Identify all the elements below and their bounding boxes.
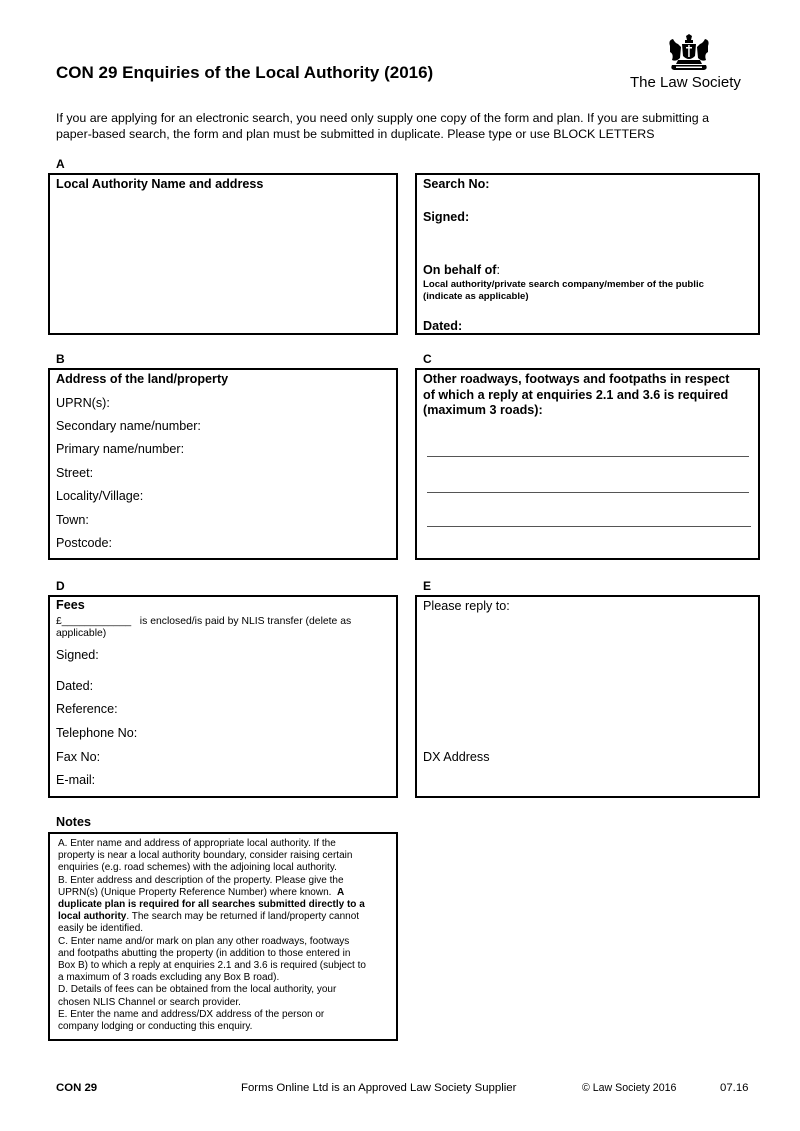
other-roadways-heading: Other roadways, footways and footpaths in respect of which a reply at enquiries 2.1 and 3.6 is required (maximum 3 roads): [423, 372, 730, 417]
intro-line: If you are applying for an electronic search, you need only supply one copy of the form and plan. If you are submitting a [56, 111, 709, 125]
search-details-box[interactable] [415, 173, 760, 335]
postcode-label: Postcode: [56, 536, 113, 550]
section-e-letter: E [423, 579, 432, 593]
secondary-name-label: Secondary name/number: [56, 419, 201, 433]
page-title: CON 29 Enquiries of the Local Authority (2016) [56, 63, 434, 82]
section-d-letter: D [56, 579, 65, 593]
road-line-1[interactable] [427, 456, 749, 457]
footer-form-code: CON 29 [56, 1082, 98, 1094]
on-behalf-of-label: On behalf of: [423, 263, 500, 277]
fees-dated-label: Dated: [56, 679, 94, 693]
section-c-letter: C [423, 352, 432, 366]
road-line-3[interactable] [427, 526, 751, 527]
primary-name-label: Primary name/number: [56, 442, 185, 456]
crest-icon [664, 34, 714, 72]
intro-line: paper-based search, the form and plan must be submitted in duplicate. Please type or use BLOCK LETTERS [56, 127, 655, 141]
footer-supplier: Forms Online Ltd is an Approved Law Society Supplier [241, 1082, 517, 1094]
fee-amount-text: £____________ is enclosed/is paid by NLIS transfer (delete as [56, 616, 352, 627]
footer-version: 07.16 [720, 1082, 749, 1094]
local-authority-box[interactable] [48, 173, 398, 335]
notes-text: A. Enter name and address of appropriate local authority. If the property is near a local authority boundary, consider raising certain enquiries (e.g. road schemes) with the adjoining local authority. B. Enter address and description of the property. Please give the UPRN(s) (Unique Property Reference Number) where known. A duplicate plan is required for all searches submitted directly to a local authority. The search may be returned if land/property cannot easily be identified. C. Enter name and/or mark on plan any other roadways, footways and footpaths abutting the property (in addition to those entered in Box B) to which a reply at enquiries 2.1 and 3.6 is required (subject to a maximum of 3 roads excluding any Box B road). D. Details of fees can be obtained from the local authority, your chosen NLIS Channel or search provider. E. Enter the name and address/DX address of the person or company lodging or conducting this enquiry. [58, 838, 366, 1033]
dated-label: Dated: [423, 319, 463, 333]
property-address-box[interactable] [48, 368, 398, 560]
reference-label: Reference: [56, 702, 118, 716]
fees-box[interactable] [48, 595, 398, 798]
notes-title: Notes [56, 815, 91, 829]
section-b-letter: B [56, 352, 65, 366]
on-behalf-of-note: Local authority/private search company/member of the public (indicate as applicable) [423, 279, 704, 302]
dx-address-label: DX Address [423, 750, 490, 764]
fax-label: Fax No: [56, 750, 101, 764]
logo-text: The Law Society [630, 74, 741, 91]
uprn-label: UPRN(s): [56, 396, 110, 410]
fees-heading: Fees [56, 598, 85, 612]
street-label: Street: [56, 466, 94, 480]
local-authority-label: Local Authority Name and address [56, 177, 264, 191]
locality-label: Locality/Village: [56, 489, 144, 503]
section-a-letter: A [56, 157, 65, 171]
search-no-label: Search No: [423, 177, 490, 191]
road-line-2[interactable] [427, 492, 749, 493]
signed-label: Signed: [423, 210, 470, 224]
fees-signed-label: Signed: [56, 648, 99, 662]
intro-text [56, 110, 756, 142]
reply-to-box[interactable] [415, 595, 760, 798]
notes-box [48, 832, 398, 1041]
footer-copyright: © Law Society 2016 [582, 1082, 677, 1094]
email-label: E-mail: [56, 773, 96, 787]
reply-to-label: Please reply to: [423, 599, 510, 613]
other-roadways-box[interactable] [415, 368, 760, 560]
fee-amount-text-cont: applicable) [56, 628, 107, 639]
law-society-logo [622, 34, 754, 94]
town-label: Town: [56, 513, 89, 527]
telephone-label: Telephone No: [56, 726, 138, 740]
property-address-heading: Address of the land/property [56, 372, 229, 386]
